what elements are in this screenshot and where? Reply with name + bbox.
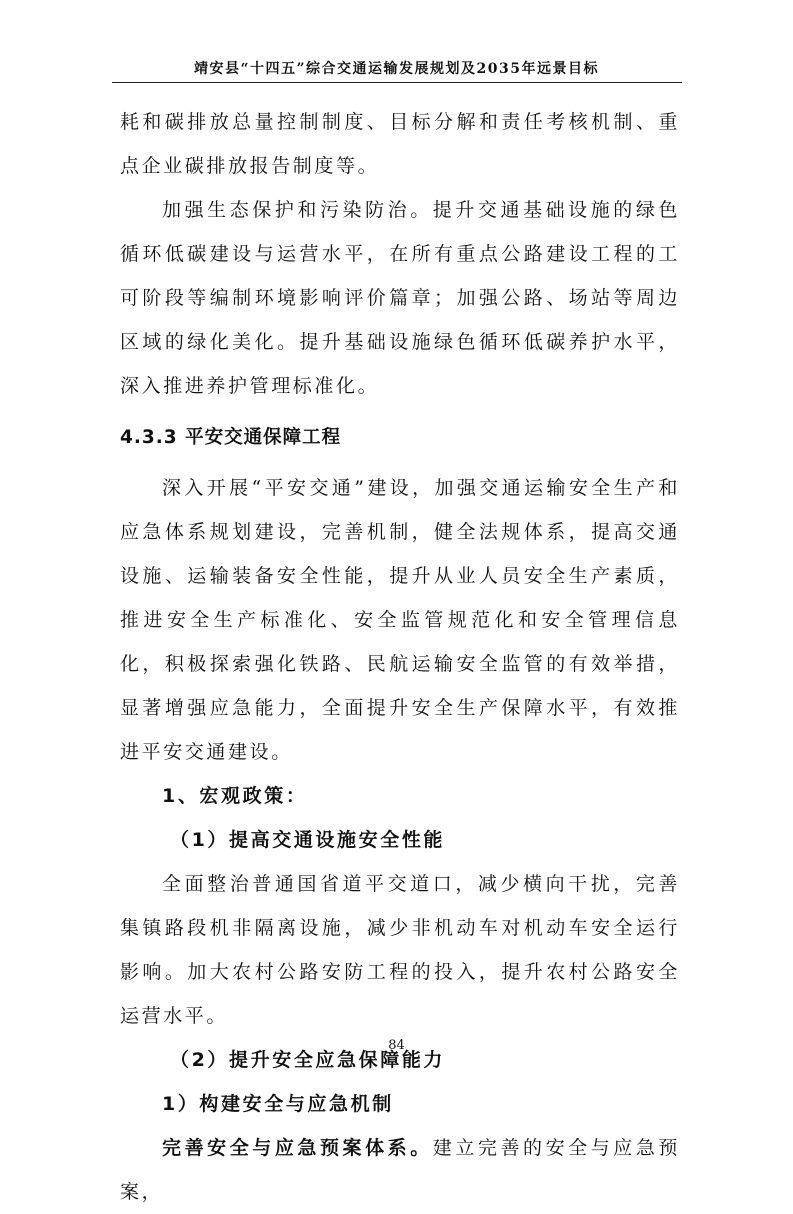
paragraph-ecological-protection: 加强生态保护和污染防治。提升交通基础设施的绿色循环低碳建设与运营水平，在所有重点公路建设工程的工可阶段等编制环境影响评价篇章；加强公路、场站等周边区域的绿化美化。提升基础设施绿色循环低碳养护水平，深入推进养护管理标准化。 [120,199,680,397]
emergency-plan-lead: 完善安全与应急预案体系。 [162,1137,433,1159]
page-number: 84 [388,1038,405,1053]
heading-facility-safety: （1）提高交通设施安全性能 [170,829,446,851]
paragraph-safe-transport: 深入开展“平安交通”建设，加强交通运输安全生产和应急体系规划建设，完善机制，健全法规体系，提高交通设施、运输装备安全性能，提升从业人员安全生产素质，推进安全生产标准化、安全监管规范化和安全管理信息化，积极探索强化铁路、民航运输安全监管的有效举措，显著增强应急能力，全面提升安全生产保障水平，有效推进平安交通建设。 [120,477,680,763]
section-heading: 4.3.3 平安交通保障工程 [120,427,342,448]
paragraph-crossing-rectification: 全面整治普通国省道平交道口，减少横向干扰，完善集镇路段机非隔离设施，减少非机动车对机动车安全运行影响。加大农村公路安防工程的投入，提升农村公路安全运营水平。 [120,873,680,1027]
header-rule [112,82,682,83]
paragraph-emergency-plan [120,1126,680,1214]
heading-macro-policy: 1、宏观政策： [162,785,308,807]
heading-safety-mechanism: 1）构建安全与应急机制 [162,1093,394,1115]
paragraph-carbon-control: 耗和碳排放总量控制制度、目标分解和责任考核机制、重点企业碳排放报告制度等。 [120,111,680,177]
running-header: 靖安县“十四五”综合交通运输发展规划及2035年远景目标 [193,61,600,77]
emergency-plan-text: 建立完善的安全与应急预案， [120,1137,680,1203]
heading-emergency-capability: （2）提升安全应急保障能力 [170,1049,446,1071]
